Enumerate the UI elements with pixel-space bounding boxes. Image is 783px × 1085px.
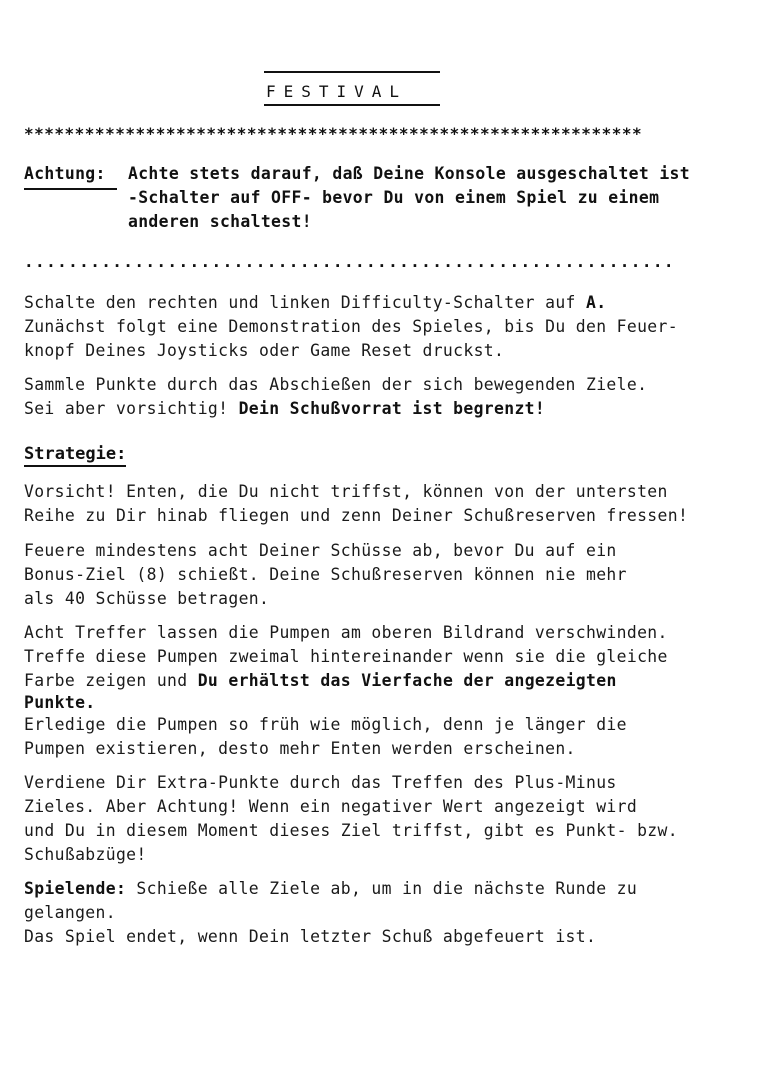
- strategy-p3-line-5: Erledige die Pumpen so früh wie möglich, denn je länger die: [24, 715, 627, 734]
- intro-line-1-bold: A.: [586, 293, 607, 312]
- strategy-p3-line-6: Pumpen existieren, desto mehr Enten werden erscheinen.: [24, 739, 576, 758]
- strategy-p3-line-1: Acht Treffer lassen die Pumpen am oberen Bildrand verschwinden.: [24, 623, 668, 642]
- strategy-heading: Strategie:: [24, 444, 126, 467]
- collect-line-2-text: Sei aber vorsichtig!: [24, 399, 239, 418]
- warning-label-underline: [24, 188, 117, 190]
- star-divider: *************************************************************: [24, 124, 643, 143]
- strategy-p1-line-2: Reihe zu Dir hinab fliegen und zenn Deiner Schußreserven fressen!: [24, 506, 689, 525]
- strategy-p3-line-3-bold: Du erhältst das Vierfache der angezeigten: [197, 671, 617, 690]
- page-title: FESTIVAL: [266, 82, 408, 101]
- collect-line-2: [24, 398, 545, 420]
- collect-line-2-bold: Dein Schußvorrat ist begrenzt!: [238, 399, 546, 418]
- intro-line-2: Zunächst folgt eine Demonstration des Spieles, bis Du den Feuer-: [24, 317, 678, 336]
- strategy-p4-line-1: Verdiene Dir Extra-Punkte durch das Treffen des Plus-Minus: [24, 773, 617, 792]
- title-underline: [264, 104, 440, 106]
- strategy-p3-line-3: [24, 670, 617, 692]
- intro-line-1: [24, 292, 606, 314]
- dot-divider: ...........................................................: [24, 252, 675, 271]
- end-line-1-text: Schieße alle Ziele ab, um in die nächste Runde zu: [126, 879, 638, 898]
- end-line-2: gelangen.: [24, 903, 116, 922]
- strategy-p3-line-4: Punkte.: [24, 693, 96, 712]
- warning-line-3: anderen schaltest!: [128, 212, 312, 231]
- end-line-1: [24, 878, 637, 900]
- warning-line-2: -Schalter auf OFF- bevor Du von einem Spiel zu einem: [128, 188, 660, 207]
- end-label: Spielende:: [24, 879, 127, 898]
- strategy-p4-line-2: Zieles. Aber Achtung! Wenn ein negativer Wert angezeigt wird: [24, 797, 638, 816]
- intro-line-1-text: Schalte den rechten und linken Difficulty-Schalter auf: [24, 293, 586, 312]
- strategy-p2-line-2: Bonus-Ziel (8) schießt. Deine Schußreserven können nie mehr: [24, 565, 627, 584]
- collect-line-1: Sammle Punkte durch das Abschießen der sich bewegenden Ziele.: [24, 375, 648, 394]
- warning-label: Achtung:: [24, 164, 106, 183]
- warning-line-1: Achte stets darauf, daß Deine Konsole ausgeschaltet ist: [128, 164, 690, 183]
- strategy-p3-line-2: Treffe diese Pumpen zweimal hintereinander wenn sie die gleiche: [24, 647, 668, 666]
- strategy-p1-line-1: Vorsicht! Enten, die Du nicht triffst, können von der untersten: [24, 482, 668, 501]
- strategy-p2-line-3: als 40 Schüsse betragen.: [24, 589, 270, 608]
- intro-line-3: knopf Deines Joysticks oder Game Reset druckst.: [24, 341, 505, 360]
- strategy-p4-line-4: Schußabzüge!: [24, 845, 147, 864]
- strategy-p2-line-1: Feuere mindestens acht Deiner Schüsse ab, bevor Du auf ein: [24, 541, 617, 560]
- end-line-3: Das Spiel endet, wenn Dein letzter Schuß abgefeuert ist.: [24, 927, 597, 946]
- strategy-p4-line-3: und Du in diesem Moment dieses Ziel triffst, gibt es Punkt- bzw.: [24, 821, 678, 840]
- title-overline: [264, 71, 440, 73]
- strategy-p3-line-3-text: Farbe zeigen und: [24, 671, 198, 690]
